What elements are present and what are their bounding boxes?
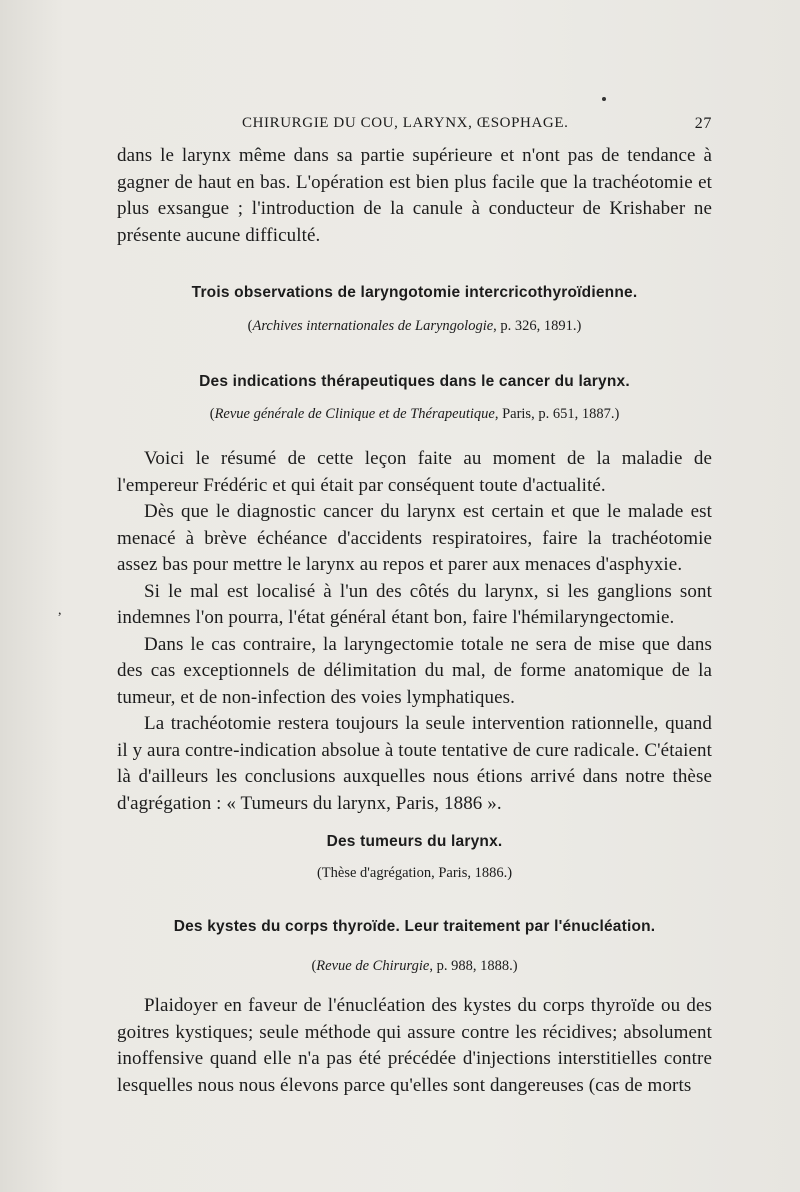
paragraph: Dès que le diagnostic cancer du larynx est certain et que le malade est menacé à brève échéance d'accidents respiratoires, faire la trachéotomie assez bas pour mettre le larynx au repos et parer aux menaces d'asphyxie. — [117, 501, 712, 575]
paragraph: Voici le résumé de cette leçon faite au moment de la maladie de l'empereur Frédéric et qui était par conséquent toute d'actualité. — [117, 448, 712, 496]
cancer-text-block — [117, 446, 712, 817]
paragraph: Si le mal est localisé à l'un des côtés du larynx, si les ganglions sont indemnes l'on pourra, l'état général étant bon, faire l'hémilaryngectomie. — [117, 580, 712, 628]
source-details: , p. 988, 1888.) — [429, 958, 518, 974]
kystes-text-block — [117, 993, 712, 1099]
final-paragraph: Plaidoyer en faveur de l'énucléation des kystes du corps thyroïde ou des goitres kystiques; seule méthode qui assure contre les récidives; absolument inoffensive quand elle n'a pas été précédée d'injections interstitielles contre lesquelles nous nous élevons parce qu'elles sont dangereuses (cas de morts — [117, 995, 712, 1096]
source-details: , p. 326, 1891.) — [493, 318, 582, 334]
source-journal: Archives internationales de Laryngologie — [252, 318, 494, 334]
paragraph: Dans le cas contraire, la laryngectomie totale ne sera de mise que dans des cas exceptionnels de délimitation du mal, de forme anatomique de la tumeur, et de non-infection des voies lymphatiques. — [117, 633, 712, 708]
section-heading-kystes: Des kystes du corps thyroïde. Leur traitement par l'énucléation. — [173, 918, 656, 935]
section-source-tumeurs: (Thèse d'agrégation, Paris, 1886.) — [316, 865, 513, 881]
source-details: , Paris, p. 651, 1887.) — [494, 406, 620, 422]
section-heading-laryngotomie: Trois observations de laryngotomie intercricothyroïdienne. — [191, 284, 638, 301]
ink-dot — [602, 97, 606, 101]
paragraph: La trachéotomie restera toujours la seule intervention rationnelle, quand il y aura contre-indication absolue à toute tentative de cure radicale. C'étaient là d'ailleurs les conclusions auxquelles nous étions arrivé dans notre thèse d'agrégation : « Tumeurs du larynx, Paris, 1886 ». — [117, 713, 712, 814]
intro-block — [117, 143, 712, 249]
source-journal: Revue de Chirurgie — [316, 958, 430, 974]
running-title: CHIRURGIE DU COU, LARYNX, ŒSOPHAGE. — [242, 115, 569, 131]
section-heading-tumeurs: Des tumeurs du larynx. — [326, 833, 503, 850]
source-journal: Revue générale de Clinique et de Thérapeutique — [214, 406, 495, 422]
intro-paragraph: dans le larynx même dans sa partie supérieure et n'ont pas de tendance à gagner de haut en bas. L'opération est bien plus facile que la trachéotomie et plus exsangue ; l'introduction de la canule à conducteur de Krishaber ne présente aucune difficulté. — [117, 145, 712, 246]
section-heading-cancer: Des indications thérapeutiques dans le cancer du larynx. — [199, 373, 630, 390]
page-number: 27 — [694, 115, 712, 132]
margin-mark: , — [58, 603, 62, 618]
section-source-laryngotomie: (Archives internationales de Laryngologie, p. 326, 1891.) — [247, 318, 582, 334]
section-source-cancer: (Revue générale de Clinique et de Thérapeutique, Paris, p. 651, 1887.) — [209, 406, 620, 422]
section-source-kystes: (Revue de Chirurgie, p. 988, 1888.) — [311, 958, 518, 974]
